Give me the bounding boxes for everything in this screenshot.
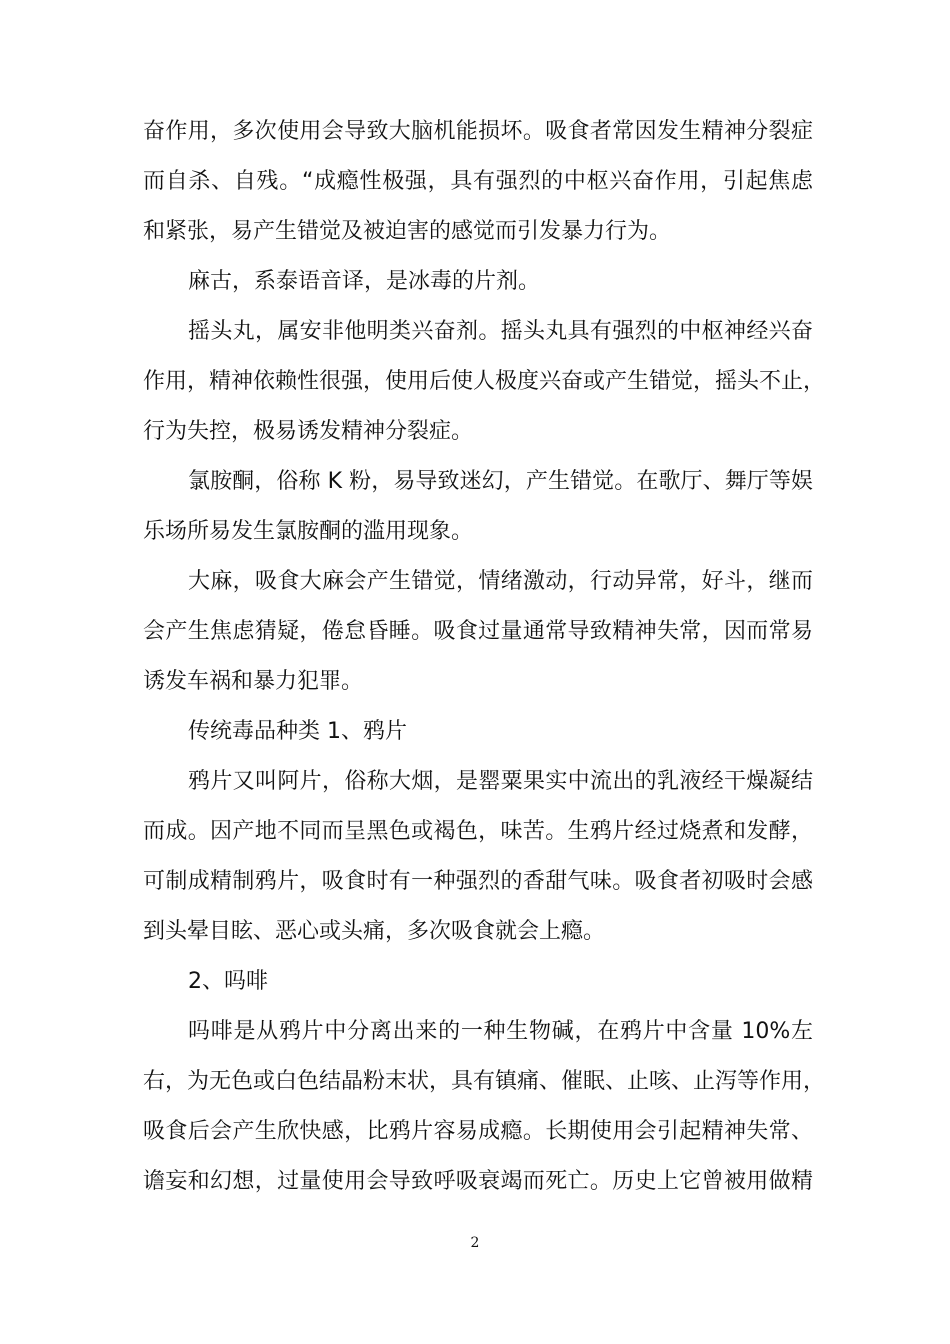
body-text-line: 麻古，系泰语音译，是冰毒的片剂。 bbox=[188, 269, 541, 294]
body-text-line: 奋作用，多次使用会导致大脑机能损坏。吸食者常因发生精神分裂症 bbox=[143, 119, 813, 144]
body-text-line: 诱发车祸和暴力犯罪。 bbox=[143, 669, 364, 694]
body-text-line: 鸦片又叫阿片，俗称大烟，是罂粟果实中流出的乳液经干燥凝结 bbox=[188, 769, 813, 794]
body-text-line: 吗啡是从鸦片中分离出来的一种生物碱，在鸦片中含量 10%左 bbox=[188, 1019, 813, 1044]
page-number: 2 bbox=[470, 1235, 480, 1251]
body-text-line: 谵妄和幻想，过量使用会导致呼吸衰竭而死亡。历史上它曾被用做精 bbox=[143, 1169, 813, 1194]
section-heading: 2、吗啡 bbox=[188, 969, 268, 994]
body-text-line: 会产生焦虑猜疑，倦怠昏睡。吸食过量通常导致精神失常，因而常易 bbox=[143, 619, 813, 644]
body-text-line: 到头晕目眩、恶心或头痛，多次吸食就会上瘾。 bbox=[143, 919, 606, 944]
body-text-line: 而自杀、自残。“成瘾性极强，具有强烈的中枢兴奋作用，引起焦虑 bbox=[143, 169, 813, 194]
body-text-line: 右，为无色或白色结晶粉末状，具有镇痛、催眠、止咳、止泻等作用， bbox=[143, 1069, 826, 1094]
body-text-line: 可制成精制鸦片，吸食时有一种强烈的香甜气味。吸食者初吸时会感 bbox=[143, 869, 813, 894]
body-text-line: 和紧张，易产生错觉及被迫害的感觉而引发暴力行为。 bbox=[143, 219, 672, 244]
body-text-line: 乐场所易发生氯胺酮的滥用现象。 bbox=[143, 519, 474, 544]
body-text-line: 氯胺酮，俗称 K 粉，易导致迷幻，产生错觉。在歌厅、舞厅等娱 bbox=[188, 469, 813, 494]
body-text-line: 大麻，吸食大麻会产生错觉，情绪激动，行动异常，好斗，继而 bbox=[188, 569, 813, 594]
body-text-line: 行为失控，极易诱发精神分裂症。 bbox=[143, 419, 474, 444]
body-text-line: 摇头丸，属安非他明类兴奋剂。摇头丸具有强烈的中枢神经兴奋 bbox=[188, 319, 813, 344]
body-text-line: 而成。因产地不同而呈黑色或褐色，味苦。生鸦片经过烧煮和发酵， bbox=[143, 819, 813, 844]
body-text-line: 吸食后会产生欣快感，比鸦片容易成瘾。长期使用会引起精神失常、 bbox=[143, 1119, 813, 1144]
body-text-line: 作用，精神依赖性很强，使用后使人极度兴奋或产生错觉，摇头不止， bbox=[143, 369, 826, 394]
section-heading: 传统毒品种类 1、鸦片 bbox=[188, 719, 407, 744]
